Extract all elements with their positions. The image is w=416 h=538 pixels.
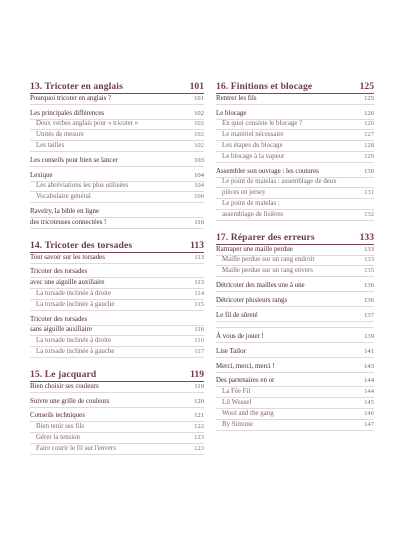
entry-title: Le blocage à la vapeur: [222, 152, 285, 160]
toc-entry[interactable]: [216, 281, 374, 292]
toc-entry[interactable]: [30, 412, 204, 423]
entry-page-number: 117: [194, 347, 204, 355]
entry-title: Le blocage: [216, 109, 247, 117]
toc-subentry[interactable]: [216, 409, 374, 420]
entry-title: Les étapes du blocage: [222, 141, 283, 149]
entry-page-number: 126: [364, 120, 374, 128]
entry-page-number: 128: [364, 141, 374, 149]
toc-subentry[interactable]: [216, 178, 374, 189]
entry-title: La torsade inclinée à gauche: [36, 300, 115, 308]
entry-title: Gérer la tension: [36, 433, 81, 441]
entry-page-number: 120: [194, 397, 204, 405]
entry-title: Bien tenir ses fils: [36, 423, 85, 431]
entry-title: Détricoter des mailles une à une: [216, 281, 305, 289]
entry-page-number: 129: [364, 152, 374, 160]
toc-entry[interactable]: [30, 156, 204, 167]
entry-page-number: 141: [364, 347, 374, 355]
entry-page-number: 113: [194, 253, 204, 261]
toc-subentry[interactable]: [216, 141, 374, 152]
entry-title: pièces en jersey: [222, 189, 266, 197]
chapter-title: 17. Réparer des erreurs: [216, 231, 315, 243]
entry-page-number: 106: [194, 193, 204, 201]
chapter-title: 16. Finitions et blocage: [216, 81, 313, 92]
toc-subentry[interactable]: [30, 120, 204, 131]
entry-title: La torsade inclinée à gauche: [36, 347, 115, 355]
toc-subentry[interactable]: [30, 192, 204, 203]
entry-page-number: 103: [194, 156, 204, 164]
chapter-page-number: 101: [189, 81, 204, 92]
entry-title: Lise Tailor: [216, 347, 246, 355]
toc-entry[interactable]: [216, 347, 374, 358]
entry-title: Lexique: [30, 171, 53, 179]
chapter-page-number: 133: [359, 231, 374, 243]
entry-page-number: 121: [194, 412, 204, 420]
entry-page-number: 144: [364, 377, 374, 385]
entry-title: Faire courir le fil sur l'envers: [36, 444, 116, 452]
entry-page-number: 102: [194, 141, 204, 149]
toc-subentry[interactable]: [30, 347, 204, 358]
entry-page-number: 102: [194, 131, 204, 139]
toc-entry[interactable]: [216, 167, 374, 178]
chapter-heading[interactable]: [30, 81, 204, 94]
entry-title: Suivre une grille de couleurs: [30, 397, 110, 405]
entry-title: Tricoter des torsades: [30, 315, 88, 323]
entry-title: Assembler son ouvrage : les coutures: [216, 167, 319, 175]
entry-title: assemblage de lisières: [222, 210, 284, 218]
entry-page-number: 102: [194, 109, 204, 117]
chapter-title: 15. Le jacquard: [30, 368, 97, 380]
toc-subentry[interactable]: [30, 300, 204, 311]
entry-title: La Fée Fil: [222, 388, 251, 396]
entry-title: Maille perdue sur un rang envers: [222, 267, 313, 275]
toc-entry[interactable]: [216, 362, 374, 373]
entry-title: Le matériel nécessaire: [222, 131, 284, 139]
section-spacer: [30, 358, 204, 369]
chapter-title: 14. Tricoter des torsades: [30, 239, 133, 251]
chapter-title: 13. Tricoter en anglais: [30, 81, 123, 92]
toc-entry[interactable]: [30, 171, 204, 182]
entry-page-number: 137: [364, 311, 374, 319]
toc-entry[interactable]: [30, 253, 204, 264]
entry-title: des tricoteuses connectées !: [30, 218, 107, 226]
entry-page-number: 115: [194, 300, 204, 308]
entry-page-number: 139: [364, 332, 374, 340]
entry-page-number: 136: [364, 281, 374, 289]
entry-page-number: 146: [364, 409, 374, 417]
toc-entry[interactable]: [30, 109, 204, 120]
entry-page-number: 131: [364, 189, 374, 197]
chapter-heading[interactable]: [30, 240, 204, 253]
entry-page-number: 133: [364, 245, 374, 253]
entry-page-number: 135: [364, 267, 374, 275]
entry-title: À vous de jouer !: [216, 332, 264, 340]
toc-subentry[interactable]: [216, 188, 374, 199]
entry-title: Pourquoi tricoter en anglais ?: [30, 94, 112, 102]
entry-page-number: 133: [364, 256, 374, 264]
entry-page-number: 136: [364, 296, 374, 304]
entry-title: Des partenaires en or: [216, 377, 275, 385]
toc-entry[interactable]: [30, 218, 204, 229]
toc-subentry[interactable]: [216, 210, 374, 221]
toc-subentry[interactable]: [216, 199, 374, 210]
entry-page-number: 144: [364, 388, 374, 396]
chapter-heading[interactable]: [216, 81, 374, 94]
toc-subentry[interactable]: [216, 420, 374, 431]
toc-subentry[interactable]: [216, 387, 374, 398]
entry-page-number: 116: [194, 337, 204, 345]
entry-title: Vocabulaire général: [36, 193, 91, 201]
entry-title: La torsade inclinée à droite: [36, 289, 111, 297]
chapter-page-number: 113: [190, 239, 204, 251]
toc-subentry[interactable]: [30, 141, 204, 152]
toc-subentry[interactable]: [30, 444, 204, 455]
entry-title: Lil Weasel: [222, 398, 252, 406]
entry-page-number: 126: [364, 109, 374, 117]
entry-title: Merci, merci, merci !: [216, 362, 275, 370]
entry-title: Wool and the gang: [222, 409, 274, 417]
toc-entry[interactable]: [30, 207, 204, 218]
toc-entry[interactable]: [216, 377, 374, 388]
entry-page-number: 125: [364, 94, 374, 102]
entry-title: Les abréviations les plus utilisées: [36, 182, 129, 190]
toc-subentry[interactable]: [216, 256, 374, 267]
toc-subentry[interactable]: [216, 130, 374, 141]
toc-entry[interactable]: [30, 278, 204, 289]
toc-subentry[interactable]: [30, 182, 204, 193]
entry-title: sans aiguille auxiliaire: [30, 326, 92, 334]
toc-left-column: [30, 81, 204, 455]
toc-subentry[interactable]: [216, 152, 374, 163]
chapter-page-number: 119: [190, 368, 204, 380]
entry-title: By Simone: [222, 420, 253, 428]
entry-page-number: 116: [194, 326, 204, 334]
entry-title: Rentrer les fils: [216, 94, 257, 102]
entry-page-number: 102: [194, 120, 204, 128]
section-spacer: [30, 229, 204, 240]
entry-page-number: 123: [194, 433, 204, 441]
entry-title: Les tailles: [36, 141, 65, 149]
toc-subentry[interactable]: [30, 130, 204, 141]
toc-subentry[interactable]: [216, 120, 374, 131]
toc-entry[interactable]: [30, 382, 204, 393]
toc-entry[interactable]: [30, 397, 204, 408]
entry-page-number: 145: [364, 398, 374, 406]
entry-title: Tout savoir sur les torsades: [30, 253, 105, 261]
toc-entry[interactable]: [216, 94, 374, 105]
entry-title: Le fil de sûreté: [216, 311, 258, 319]
entry-title: Tricoter des torsades: [30, 268, 88, 276]
entry-page-number: 127: [364, 131, 374, 139]
toc-subentry[interactable]: [30, 422, 204, 433]
entry-page-number: 147: [364, 420, 374, 428]
entry-title: Rattraper une maille perdue: [216, 245, 293, 253]
entry-page-number: 110: [194, 218, 204, 226]
toc-subentry[interactable]: [30, 289, 204, 300]
entry-page-number: 143: [364, 362, 374, 370]
entry-page-number: 119: [194, 382, 204, 390]
entry-title: Deux verbes anglais pour « tricoter »: [36, 120, 139, 128]
entry-title: Le point de matelas : assemblage de deux: [222, 178, 337, 186]
toc-right-column: [216, 81, 374, 431]
toc-entry[interactable]: [30, 315, 204, 326]
entry-page-number: 104: [194, 171, 204, 179]
toc-subentry[interactable]: [216, 266, 374, 277]
entry-title: Les conseils pour bien se lancer: [30, 156, 118, 164]
entry-page-number: 104: [194, 182, 204, 190]
entry-page-number: 130: [364, 167, 374, 175]
toc-entry[interactable]: [216, 245, 374, 256]
toc-entry[interactable]: [216, 109, 374, 120]
entry-page-number: 123: [194, 444, 204, 452]
entry-title: Conseils techniques: [30, 412, 85, 420]
entry-title: La torsade inclinée à droite: [36, 337, 111, 345]
entry-title: Maille perdue sur un rang endroit: [222, 256, 315, 264]
chapter-page-number: 125: [359, 81, 374, 92]
entry-page-number: 122: [194, 423, 204, 431]
toc-entry[interactable]: [216, 311, 374, 322]
toc-entry[interactable]: [30, 268, 204, 279]
chapter-heading[interactable]: [30, 369, 204, 382]
entry-title: Le point de matelas :: [222, 199, 280, 207]
entry-title: Unités de mesure: [36, 131, 84, 139]
entry-title: Détricoter plusieurs rangs: [216, 296, 288, 304]
entry-page-number: 114: [194, 289, 204, 297]
section-spacer: [216, 221, 374, 232]
entry-page-number: 132: [364, 210, 374, 218]
toc-entry[interactable]: [30, 94, 204, 105]
entry-title: En quoi consiste le blocage ?: [222, 120, 303, 128]
toc-subentry[interactable]: [30, 336, 204, 347]
entry-title: Ravelry, la bible en ligne: [30, 207, 100, 215]
entry-title: avec une aiguille auxiliaire: [30, 279, 105, 287]
toc-entry[interactable]: [30, 326, 204, 337]
entry-title: Les principales différences: [30, 109, 105, 117]
entry-page-number: 113: [194, 279, 204, 287]
toc-entry[interactable]: [216, 296, 374, 307]
toc-subentry[interactable]: [30, 433, 204, 444]
chapter-heading[interactable]: [216, 232, 374, 245]
toc-subentry[interactable]: [216, 398, 374, 409]
toc-entry[interactable]: [216, 332, 374, 343]
entry-title: Bien choisir ses couleurs: [30, 382, 99, 390]
entry-page-number: 101: [194, 94, 204, 102]
